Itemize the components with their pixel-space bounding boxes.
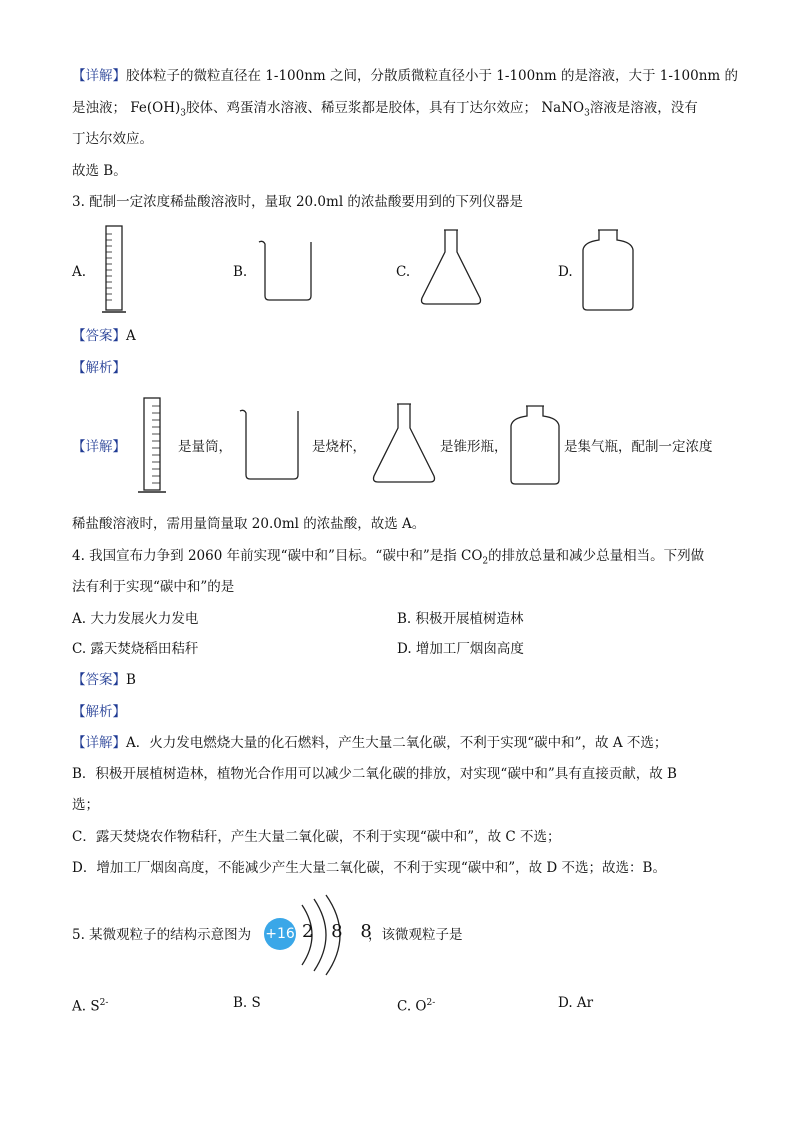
q3-option-c-label: C.: [396, 264, 411, 280]
explanation-line-1: 【详解】胶体粒子的微粒直径在 1-100nm 之间，分散质微粒直径小于 1-100nm 的是溶液，大于 1-100nm 的: [72, 68, 738, 84]
q3-answer: 【答案】A: [72, 328, 136, 344]
beaker-image: [257, 238, 319, 302]
q4-analysis-tag: 【解析】: [72, 704, 126, 720]
q5-option-a: A. $S^{2-}$: [72, 998, 109, 1015]
q4-option-d: D. 增加工厂烟囱高度: [397, 641, 524, 657]
q4-detail-b-2: 选；: [72, 797, 99, 813]
q4-detail-d: D．增加工厂烟囱高度，不能减少产生大量二氧化碳，不利于实现“碳中和”，故 D 不选；故选：B。: [72, 860, 666, 876]
q3-detail-conclusion: 稀盐酸溶液时，需用量筒量取 20.0ml 的浓盐酸，故选 A。: [72, 516, 426, 532]
q4-detail-b-1: B．积极开展植树造林，植物光合作用可以减少二氧化碳的排放，对实现“碳中和”具有直接贡献，故 B: [72, 766, 677, 782]
q4-option-c: C. 露天焚烧稻田秸秆: [72, 641, 199, 657]
answer-conclusion: 故选 B。: [72, 163, 127, 179]
question-5-stem-b: ，该微观粒子是: [368, 927, 463, 943]
q3-option-a-label: A.: [72, 264, 87, 280]
q3-option-d-label: D.: [558, 264, 573, 280]
electron-shell-counts: 2 8 8: [302, 921, 378, 942]
cylinder-label: 是量筒，: [178, 439, 232, 455]
flask-label: 是锥形瓶，: [440, 439, 508, 455]
conical-flask-image-2: [370, 402, 438, 486]
explanation-line-3: 丁达尔效应。: [72, 131, 153, 147]
gas-jar-image: [580, 228, 636, 312]
q5-option-b: B. S: [233, 995, 261, 1011]
gas-jar-label: 是集气瓶，配制一定浓度: [564, 439, 713, 455]
question-5-stem-a: 5. 某微观粒子的结构示意图为: [72, 927, 252, 943]
q5-option-c: C. $O^{2-}$: [397, 998, 436, 1015]
explanation-line-2: 是浊液； $Fe(OH)_3$胶体、鸡蛋清水溶液、稀豆浆都是胶体，具有丁达尔效应； NaNO$_3$溶液是溶液，没有: [72, 100, 698, 119]
gas-jar-image-2: [508, 404, 562, 486]
beaker-label: 是烧杯，: [312, 439, 366, 455]
graduated-cylinder-image: [100, 224, 130, 316]
q4-answer: 【答案】B: [72, 672, 136, 688]
q4-option-a: A. 大力发展火力发电: [72, 611, 199, 627]
q5-option-d: D. Ar: [558, 995, 594, 1011]
q4-detail-c: C．露天焚烧农作物秸秆，产生大量二氧化碳，不利于实现“碳中和”，故 C 不选；: [72, 829, 561, 845]
detail-tag: 【详解】: [72, 68, 126, 84]
q3-detail-tag: 【详解】: [72, 439, 126, 455]
question-3-stem: 3. 配制一定浓度稀盐酸溶液时，量取 20.0ml 的浓盐酸要用到的下列仪器是: [72, 194, 523, 210]
question-4-stem-1: 4. 我国宣布力争到 2060 年前实现“碳中和”目标。“碳中和”是指 $CO_2$的排放总量和减少总量相当。下列做: [72, 548, 705, 567]
question-4-stem-2: 法有利于实现“碳中和”的是: [72, 579, 235, 595]
beaker-image-2: [238, 407, 306, 483]
nucleus-circle: +16: [264, 918, 296, 950]
q3-analysis-tag: 【解析】: [72, 360, 126, 376]
conical-flask-image: [418, 228, 484, 308]
graduated-cylinder-image-2: [136, 396, 170, 498]
q3-option-b-label: B.: [233, 264, 248, 280]
q4-option-b: B. 积极开展植树造林: [397, 611, 524, 627]
q4-detail-a: 【详解】A．火力发电燃烧大量的化石燃料，产生大量二氧化碳，不利于实现“碳中和”，故 A 不选；: [72, 735, 668, 751]
